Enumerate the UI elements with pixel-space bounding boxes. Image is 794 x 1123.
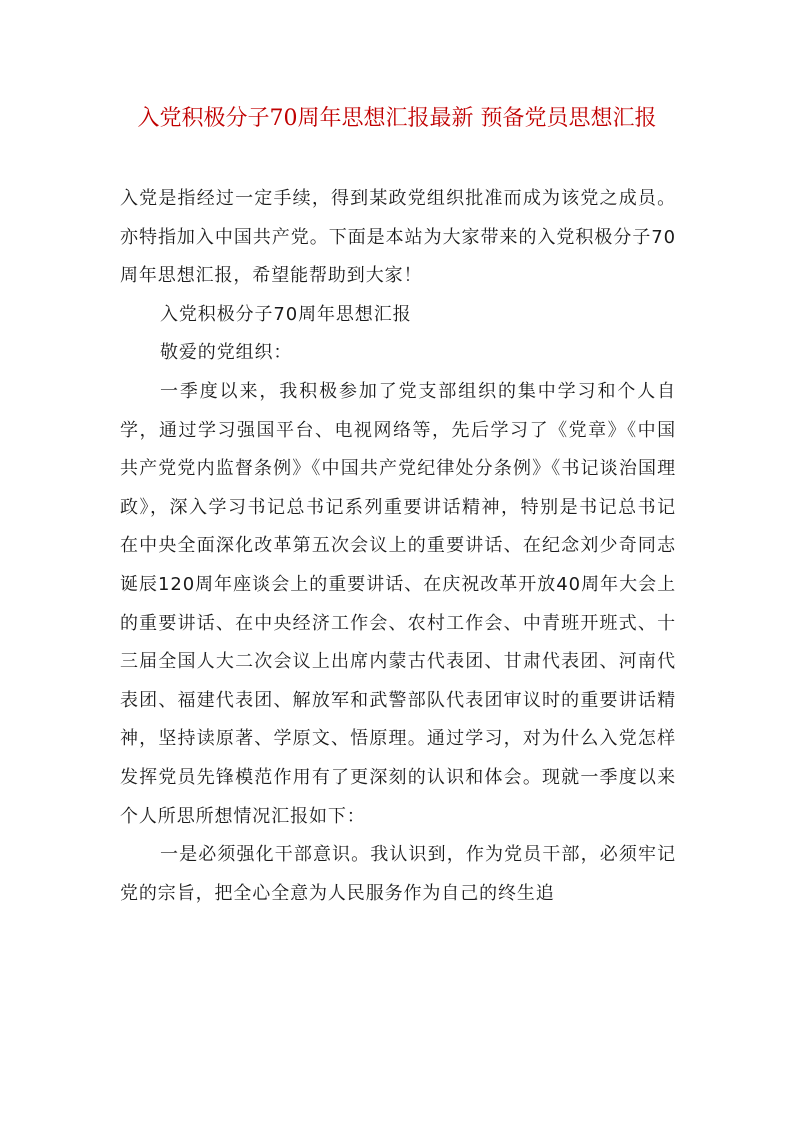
document-title: 入党积极分子70周年思想汇报最新 预备党员思想汇报 [137, 106, 657, 131]
document-body [120, 180, 676, 913]
salutation: 敬爱的党组织： [160, 342, 293, 364]
report-heading: 入党积极分子70周年思想汇报 [160, 303, 412, 325]
body-paragraph: 一是必须强化干部意识。我认识到，作为党员干部，必须牢记党的宗旨，把全心全意为人民服务作为自己的终生追 [120, 844, 676, 904]
body-paragraph: 一季度以来，我积极参加了党支部组织的集中学习和个人自学，通过学习强国平台、电视网络等，先后学习了《党章》《中国共产党党内监督条例》《中国共产党纪律处分条例》《书记谈治国理政》，深入学习书记总书记系列重要讲话精神，特别是书记总书记在中央全面深化改革第五次会议上的重要讲话、在纪念刘少奇同志诞辰120周年座谈会上的重要讲话、在庆祝改革开放40周年大会上的重要讲话、在中央经济工作会、农村工作会、中青班开班式、十三届全国人大二次会议上出席内蒙古代表团、甘肃代表团、河南代表团、福建代表团、解放军和武警部队代表团审议时的重要讲话精神，坚持读原著、学原文、悟原理。通过学习，对为什么入党怎样发挥党员先锋模范作用有了更深刻的认识和体会。现就一季度以来个人所思所想情况汇报如下： [120, 380, 676, 827]
intro-paragraph: 入党是指经过一定手续，得到某政党组织批准而成为该党之成员。亦特指加入中国共产党。下面是本站为大家带来的入党积极分子70周年思想汇报，希望能帮助到大家！ [120, 188, 676, 287]
